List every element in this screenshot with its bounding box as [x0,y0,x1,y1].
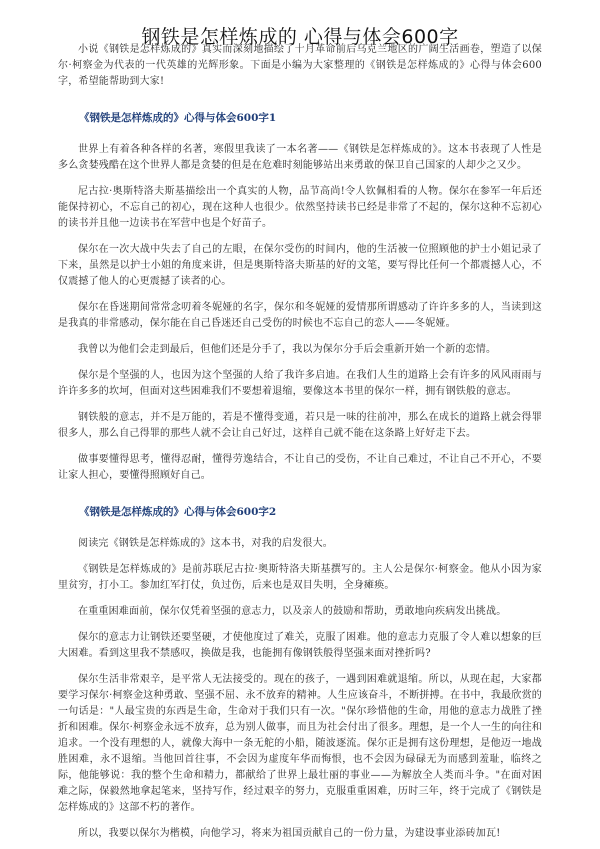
section-1-paragraph: 尼古拉·奥斯特洛夫斯基描绘出一个真实的人物，品节高尚!令人钦佩相看的人物。保尔在参军一年后还能保持初心，不忘自己的初心，现在这种人也很少。依然坚持读书已经是非常了不起的，保尔这种不忘初心的读书并且他一边读书在军营中也是个好苗子。 [58,186,542,229]
section-1-paragraph: 做事要懂得思考，懂得忍耐，懂得劳逸结合，不让自己的受伤，不让自己难过，不让自己不开心，不要让家人担心，要懂得照顾好自己。 [58,454,542,481]
page-title: 钢铁是怎样炼成的 心得与体会600字 [141,26,459,48]
section-2-heading: 《钢铁是怎样炼成的》心得与体会600字2 [79,506,277,518]
section-1-paragraph: 保尔是个坚强的人，也因为这个坚强的人给了我许多启迪。在我们人生的道路上会有许多的风风雨雨与许许多多的坎坷，但面对这些困难我们不要想着退缩，要像这本书里的保尔一样，拥有钢铁般的意志。 [58,370,542,397]
section-2-paragraph: 在重重困难面前，保尔仅凭着坚强的意志力，以及亲人的鼓励和帮助，勇敢地向疾病发出挑战。 [78,606,507,617]
section-2-paragraph: 阅读完《钢铁是怎样炼成的》这本书，对我的启发很大。 [78,538,333,549]
section-1-paragraph: 保尔在一次大战中失去了自己的左眼，在保尔受伤的时间内，他的生活被一位照顾他的护士小姐记录了下来，虽然是以护士小姐的角度来讲，但是奥斯特洛夫斯基的好的文笔，要写得比任何一个都震撼人心，不仅震撼了他人的心更震撼了读者的心。 [58,244,542,287]
intro-paragraph: 小说《钢铁是怎样炼成的》真实而深刻地描绘了十月革命前后乌克兰地区的广阔生活画卷，塑造了以保尔·柯察金为代表的一代英雄的光辉形象。下面是小编为大家整理的《钢铁是怎样炼成的》心得与体会600字，希望能帮助到大家! [58,44,542,87]
section-1-paragraph: 保尔在昏迷期间常常念叨着冬妮娅的名字，保尔和冬妮娅的爱情那所谓感动了许许多多的人，当读到这是我真的非常感动，保尔能在自己昏迷还自己受伤的时候也不忘自己的恋人——冬妮娅。 [58,302,542,329]
section-1-heading: 《钢铁是怎样炼成的》心得与体会600字1 [79,112,277,124]
section-2-paragraph: 保尔生活非常艰辛，是平常人无法接受的。现在的孩子，一遇到困难就退缩。所以，从现在起，大家都要学习保尔·柯察金这种勇敢、坚强不屈、永不放弃的精神。人生应该奋斗，不断拼搏。在书中，我最欣赏的一句话是："人最宝贵的东西是生命，生命对于我们只有一次。"保尔珍惜他的生命，用他的意志力战胜了挫折和困难。保尔·柯察金永远不放弃，总为别人做事，而且为社会付出了很多。理想，是一个人一生的向往和追求。一个没有理想的人，就像大海中一条无舵的小船，随波逐流。保尔正是拥有这份理想，是他迈一地战胜困难，永不退缩。当他回首往事，不会因为虚度年华而悔恨，也不会因为碌碌无为而感到羞耻，临终之际，他能够说：我的整个生命和精力，都献给了世界上最壮丽的事业——为解放全人类而斗争。"在面对困难之际，保毅然地拿起笔来，坚持写作，经过艰辛的努力，克服重重困难，历时三年，终于完成了《钢铁是怎样炼成的》这部不朽的著作。 [58,674,542,813]
section-2-paragraph: 保尔的意志力让钢铁还要坚硬，才使他度过了难关，克服了困难。他的意志力克服了令人难以想象的巨大困难。看到这里我不禁感叹，换做是我，也能拥有像钢铁般得坚强来面对挫折吗? [58,632,542,659]
section-1-paragraph: 我曾以为他们会走到最后，但他们还是分手了，我以为保尔分手后会重新开始一个新的恋情。 [78,344,497,355]
section-1-paragraph: 钢铁般的意志，并不是万能的，若是不懂得变通，若只是一味的往前冲，那么在成长的道路上就会得罪很多人，那么自己得罪的那些人就不会让自己好过，这样自己就不能在这条路上好好走下去。 [58,412,542,439]
section-2-paragraph: 《钢铁是怎样炼成的》是前苏联尼古拉·奥斯特洛夫斯基撰写的。主人公是保尔·柯察金。他从小因为家里贫穷，打小工。参加红军打仗，负过伤，后来也是双目失明，全身瘫痪。 [58,564,542,591]
section-1-paragraph: 世界上有着各种各样的名著，寒假里我读了一本名著——《钢铁是怎样炼成的》。这本书表现了人性是多么贪婪残酷在这个世界人都是贪婪的但是在危难时刻能够站出来勇敢的保卫自己国家的人却少之又少。 [58,144,542,171]
section-2-paragraph: 所以，我要以保尔为楷模，向他学习，将来为祖国贡献自己的一份力量，为建设事业添砖加瓦! [78,828,501,839]
